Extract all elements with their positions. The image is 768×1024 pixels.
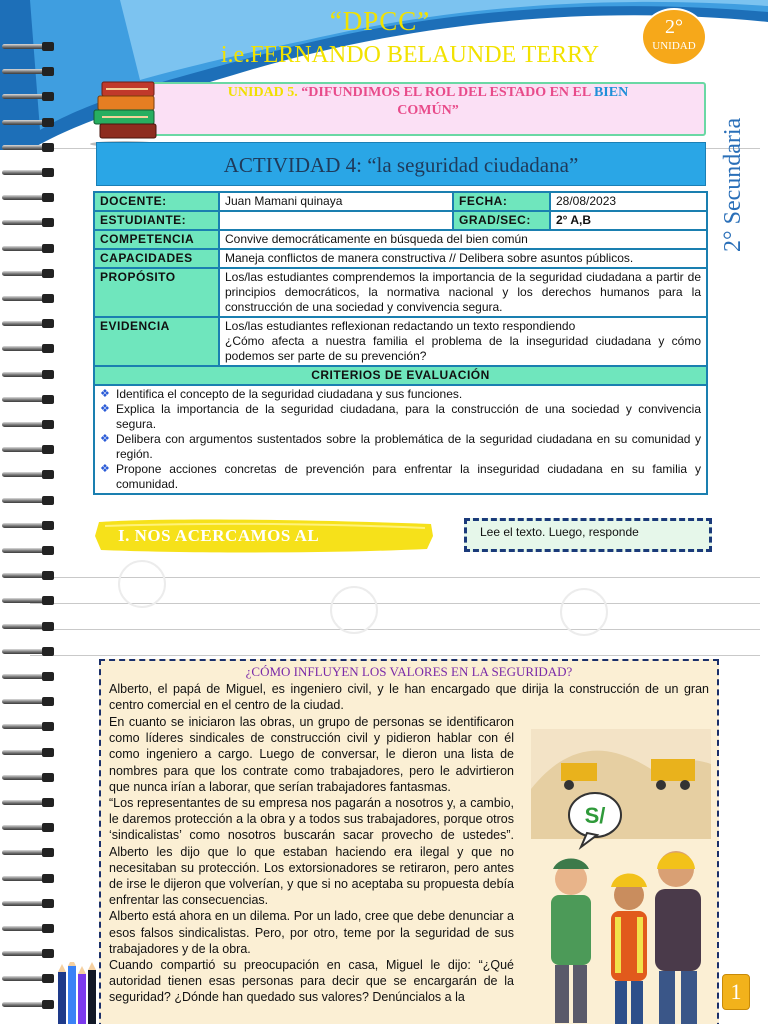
table-row [94, 317, 707, 366]
ring-hole [42, 697, 54, 706]
spiral-ring [2, 168, 54, 177]
story-box [99, 659, 719, 1024]
spiral-ring [2, 722, 54, 731]
header-title: “DPCC” [329, 6, 431, 36]
list-item [100, 462, 701, 492]
ring-hole [42, 596, 54, 605]
spiral-ring [2, 269, 54, 278]
spiral-ring [2, 92, 54, 101]
ring-hole [42, 647, 54, 656]
speech-text: S/ [584, 803, 606, 828]
evidencia-value [219, 317, 707, 366]
spiral-ring [2, 546, 54, 555]
ring-hole [42, 874, 54, 883]
diamond-bullet-icon: ❖ [100, 463, 110, 475]
spiral-ring [2, 143, 54, 152]
ring-hole [42, 949, 54, 958]
ring-hole [42, 773, 54, 782]
spiral-ring [2, 445, 54, 454]
diamond-bullet-icon: ❖ [100, 403, 110, 415]
table-row [94, 366, 707, 385]
diamond-bullet-icon: ❖ [100, 433, 110, 445]
story-paragraph: Alberto está ahora en un dilema. Por un lado, cree que debe denunciar a esos falsos sindicalistas. Pero, por otro, teme por la seguridad de sus trabajadores y de la obra. [109, 909, 514, 956]
spiral-ring [2, 395, 54, 404]
table-row [94, 211, 707, 230]
estudiante-field[interactable] [219, 211, 453, 230]
ring-hole [42, 294, 54, 303]
proposito-value: Los/las estudiantes comprendemos la importancia de la seguridad ciudadana a partir de principios democráticos, la normativa nacional y los derechos humanos para la construcción de una sociedad y convivencia segura. [219, 268, 707, 317]
estudiante-label: ESTUDIANTE: [94, 211, 219, 230]
spiral-ring [2, 370, 54, 379]
spiral-ring [2, 344, 54, 353]
spiral-ring [2, 974, 54, 983]
spiral-ring [2, 521, 54, 530]
criterios-cell [94, 385, 707, 494]
ring-hole [42, 823, 54, 832]
ring-hole [42, 496, 54, 505]
spiral-ring [2, 899, 54, 908]
evidencia-line: Los/las estudiantes reflexionan redactando un texto respondiendo [225, 319, 576, 333]
spiral-ring [2, 647, 54, 656]
spiral-ring [2, 848, 54, 857]
ring-hole [42, 168, 54, 177]
spiral-ring [2, 470, 54, 479]
story-paragraph: Cuando compartió su preocupación en casa, Miguel le dijo: “¿Qué autoridad tienen esas personas para decir que se encargarán de la seguridad? ¿Dónde han quedado sus valores? Denúncialos a la [109, 958, 514, 1005]
watermark [118, 560, 166, 608]
spiral-ring [2, 218, 54, 227]
spiral-ring [2, 949, 54, 958]
unit-prefix: UNIDAD 5. [227, 85, 298, 100]
spiral-ring [2, 697, 54, 706]
list-item [100, 402, 701, 432]
capacidades-value: Maneja conflictos de manera constructiva // Delibera sobre asuntos públicos. [219, 249, 707, 268]
capacidades-label: CAPACIDADES [94, 249, 219, 268]
table-row [94, 230, 707, 249]
docente-label: DOCENTE: [94, 192, 219, 211]
table-row [94, 268, 707, 317]
spiral-ring [2, 622, 54, 631]
ring-hole [42, 672, 54, 681]
page-number: 1 [722, 974, 750, 1010]
watermark [560, 588, 608, 636]
evidencia-label: EVIDENCIA [94, 317, 219, 366]
grado-label: GRAD/SEC: [453, 211, 550, 230]
ring-hole [42, 470, 54, 479]
ring-hole [42, 622, 54, 631]
unit-badge-label: UNIDAD [652, 40, 696, 52]
spiral-ring [2, 596, 54, 605]
diamond-bullet-icon: ❖ [100, 388, 110, 400]
ring-hole [42, 370, 54, 379]
list-item [100, 387, 701, 402]
ruled-line [30, 629, 760, 630]
books-icon [88, 76, 168, 148]
ring-hole [42, 143, 54, 152]
spiral-ring [2, 42, 54, 51]
criterio-text: Identifica el concepto de la seguridad ciudadana y sus funciones. [116, 387, 463, 401]
ring-hole [42, 924, 54, 933]
criterio-text: Propone acciones concretas de prevención para enfrentar la inseguridad ciudadana en su familia y comunidad. [116, 462, 701, 491]
ring-hole [42, 118, 54, 127]
unit-title-box [150, 82, 706, 136]
ring-hole [42, 899, 54, 908]
ring-hole [42, 395, 54, 404]
spiral-ring [2, 798, 54, 807]
table-row [94, 385, 707, 494]
docente-value[interactable]: Juan Mamani quinaya [219, 192, 453, 211]
activity-label: ACTIVIDAD 4: [223, 153, 362, 177]
grado-value[interactable]: 2° A,B [550, 211, 707, 230]
ring-hole [42, 445, 54, 454]
spiral-ring [2, 748, 54, 757]
ring-hole [42, 571, 54, 580]
activity-banner [96, 142, 706, 186]
story-title: ¿CÓMO INFLUYEN LOS VALORES EN LA SEGURIDAD? [245, 664, 573, 679]
spiral-ring [2, 118, 54, 127]
criterios-heading: CRITERIOS DE EVALUACIÓN [94, 366, 707, 385]
unit-badge [641, 8, 707, 66]
ring-hole [42, 193, 54, 202]
spiral-ring [2, 823, 54, 832]
spiral-ring [2, 773, 54, 782]
spiral-ring [2, 672, 54, 681]
spiral-ring [2, 193, 54, 202]
ring-hole [42, 42, 54, 51]
pencils-icon [54, 962, 104, 1024]
competencia-label: COMPETENCIA [94, 230, 219, 249]
competencia-value: Convive democráticamente en búsqueda del bien común [219, 230, 707, 249]
ring-hole [42, 92, 54, 101]
story-paragraph: Alberto, el papá de Miguel, es ingeniero civil, y le han encargado que dirija la construcción de un gran centro comercial en el centro de la ciudad. [109, 682, 709, 713]
school-name: i.e.FERNANDO BELAUNDE TERRY [220, 42, 600, 68]
criterios-list [100, 387, 701, 492]
spiral-ring [2, 294, 54, 303]
spiral-ring [2, 496, 54, 505]
unit-title-part: COMÚN” [397, 103, 459, 118]
side-grade-text: 2° Secundaria [720, 117, 746, 252]
info-table [93, 191, 708, 495]
unit-title-part: “DIFUNDIMOS EL ROL [301, 85, 455, 100]
unit-title-part: DEL ESTADO EN EL [458, 85, 591, 100]
list-item [100, 432, 701, 462]
ruled-line [30, 655, 760, 656]
unit-badge-number: 2° [665, 16, 683, 38]
ring-hole [42, 420, 54, 429]
table-row [94, 192, 707, 211]
story-paragraph: “Los representantes de su empresa nos pagarán a nosotros y, a cambio, le daremos protección a la obra y a todos sus trabajadores, porque otros ‘sindicalistas’ como nosotros buscarán sacar provecho de ustedes”. Alberto les dijo que lo que estaban haciendo era ilegal y que no necesitaban su protección. Los extorsionadores se retiraron, pero antes de irse le dijeron que volverían, y que si no aceptaba su propuesta debía enfrentar las consecuencias. [109, 796, 514, 908]
story-column [109, 714, 514, 1006]
ring-hole [42, 722, 54, 731]
spiral-ring [2, 244, 54, 253]
ring-hole [42, 1000, 54, 1009]
criterio-text: Explica la importancia de la seguridad ciudadana, para la construcción de una sociedad y convivencia segura. [116, 402, 701, 431]
spiral-ring [2, 924, 54, 933]
spiral-binding [0, 20, 60, 1024]
ring-hole [42, 848, 54, 857]
ring-hole [42, 269, 54, 278]
ring-hole [42, 798, 54, 807]
ring-hole [42, 67, 54, 76]
ring-hole [42, 244, 54, 253]
ring-hole [42, 748, 54, 757]
fecha-label: FECHA: [453, 192, 550, 211]
ring-hole [42, 344, 54, 353]
story-paragraph: En cuanto se iniciaron las obras, un grupo de personas se identificaron como líderes sindicales de construcción civil y pidieron hablar con él como ingeniero a cargo. Luego de conversar, le dieron una lista de nombres para que los contrate como trabajadores, pero le advirtieron que nunca irían a laborar, que serían trabajadores fantasmas. [109, 715, 514, 794]
construction-workers-illustration [531, 719, 711, 1024]
section-heading: I. NOS ACERCAMOS AL [118, 526, 320, 545]
table-row [94, 249, 707, 268]
spiral-ring [2, 319, 54, 328]
ring-hole [42, 974, 54, 983]
ring-hole [42, 546, 54, 555]
activity-title: “la seguridad ciudadana” [367, 153, 579, 177]
instruction-box: Lee el texto. Luego, responde [464, 518, 712, 552]
ring-hole [42, 521, 54, 530]
criterio-text: Delibera con argumentos sustentados sobre la problemática de la seguridad ciudadana en su comunidad y región. [116, 432, 701, 461]
ring-hole [42, 319, 54, 328]
spiral-ring [2, 420, 54, 429]
unit-title-part: BIEN [593, 85, 629, 100]
spiral-ring [2, 67, 54, 76]
spiral-ring [2, 1000, 54, 1009]
watermark [330, 586, 378, 634]
evidencia-line: ¿Cómo afecta a nuestra familia el problema de la inseguridad ciudadana y cómo podemos ser parte de su prevención? [225, 334, 701, 363]
fecha-value[interactable]: 28/08/2023 [550, 192, 707, 211]
spiral-ring [2, 571, 54, 580]
proposito-label: PROPÓSITO [94, 268, 219, 317]
spiral-ring [2, 874, 54, 883]
ring-hole [42, 218, 54, 227]
